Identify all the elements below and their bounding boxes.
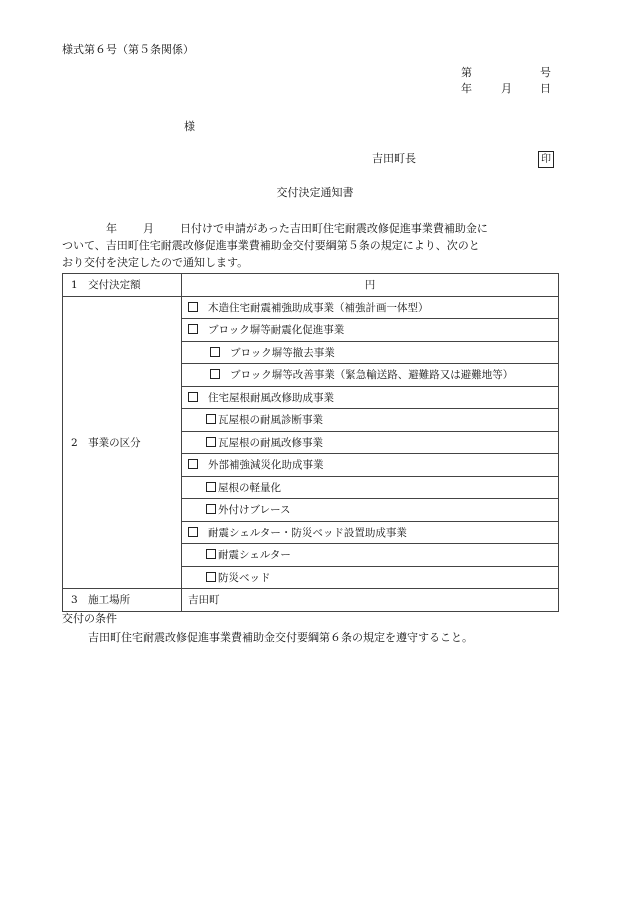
date-year: 年	[461, 82, 472, 95]
category-option-label: 外付けブレース	[218, 504, 291, 517]
category-option-label: 屋根の軽量化	[218, 481, 281, 494]
grant-amount-value: 円	[182, 274, 559, 297]
body-line-1	[62, 220, 562, 237]
checkbox-icon[interactable]	[206, 504, 216, 514]
category-option-label: 防災ベッド	[218, 571, 271, 584]
checkbox-icon[interactable]	[206, 437, 216, 447]
checkbox-icon[interactable]	[206, 572, 216, 582]
date-month: 月	[501, 82, 512, 95]
conditions-heading: 交付の条件	[62, 612, 117, 625]
table-row	[63, 589, 559, 612]
addressee-suffix: 様	[184, 120, 195, 133]
category-option	[182, 431, 559, 454]
checkbox-icon[interactable]	[206, 414, 216, 424]
category-option-label: 木造住宅耐震補強助成事業（補強計画一体型）	[208, 301, 429, 314]
body-line-3: おり交付を決定したので通知します。	[62, 256, 249, 269]
checkbox-icon[interactable]	[210, 347, 220, 357]
category-option	[182, 296, 559, 319]
category-option	[182, 319, 559, 342]
category-option-label: ブロック塀等撤去事業	[230, 346, 335, 359]
grant-amount-label: 1 交付決定額	[63, 274, 182, 297]
seal-box: 印	[538, 151, 554, 168]
body-line-1-rest: 日付けで申請があった吉田町住宅耐震改修促進事業費補助金に	[180, 222, 488, 235]
body-paragraph	[62, 220, 562, 271]
form-number: 様式第６号（第５条関係）	[62, 43, 194, 56]
body-month: 月	[143, 222, 154, 235]
issuer-title: 吉田町長	[372, 152, 416, 165]
business-category-label: 2 事業の区分	[63, 296, 182, 589]
number-go: 号	[540, 66, 551, 79]
category-option	[182, 499, 559, 522]
category-option-label: 外部補強減災化助成事業	[208, 459, 324, 472]
category-option	[182, 364, 559, 387]
category-option	[182, 544, 559, 567]
checkbox-icon[interactable]	[210, 369, 220, 379]
category-option-label: 瓦屋根の耐風診断事業	[218, 414, 323, 427]
category-option	[182, 386, 559, 409]
body-line-2: ついて、吉田町住宅耐震改修促進事業費補助金交付要綱第５条の規定により、次のと	[62, 239, 480, 252]
checkbox-icon[interactable]	[188, 324, 198, 334]
category-option	[182, 454, 559, 477]
category-option-label: 耐震シェルター	[218, 549, 291, 562]
category-option	[182, 521, 559, 544]
category-option	[182, 409, 559, 432]
date-day: 日	[540, 82, 551, 95]
category-option-label: 耐震シェルター・防災ベッド設置助成事業	[208, 526, 407, 539]
checkbox-icon[interactable]	[206, 482, 216, 492]
checkbox-icon[interactable]	[206, 549, 216, 559]
checkbox-icon[interactable]	[188, 527, 198, 537]
number-dai: 第	[461, 66, 472, 79]
category-option	[182, 476, 559, 499]
document-title: 交付決定通知書	[276, 186, 354, 199]
checkbox-icon[interactable]	[188, 392, 198, 402]
category-option-label: 住宅屋根耐風改修助成事業	[208, 391, 334, 404]
conditions-text: 吉田町住宅耐震改修促進事業費補助金交付要綱第６条の規定を遵守すること。	[88, 631, 473, 644]
category-option	[182, 341, 559, 364]
checkbox-icon[interactable]	[188, 302, 198, 312]
category-option-label: ブロック塀等改善事業（緊急輸送路、避難路又は避難地等）	[230, 369, 514, 382]
table-row	[63, 274, 559, 297]
category-option-label: ブロック塀等耐震化促進事業	[208, 324, 345, 337]
checkbox-icon[interactable]	[188, 459, 198, 469]
category-option-label: 瓦屋根の耐風改修事業	[218, 436, 323, 449]
construction-site-label: 3 施工場所	[63, 589, 182, 612]
construction-site-value: 吉田町	[182, 589, 559, 612]
category-option	[182, 566, 559, 589]
table-row	[63, 296, 559, 319]
grant-table	[62, 273, 559, 612]
body-year: 年	[106, 222, 117, 235]
